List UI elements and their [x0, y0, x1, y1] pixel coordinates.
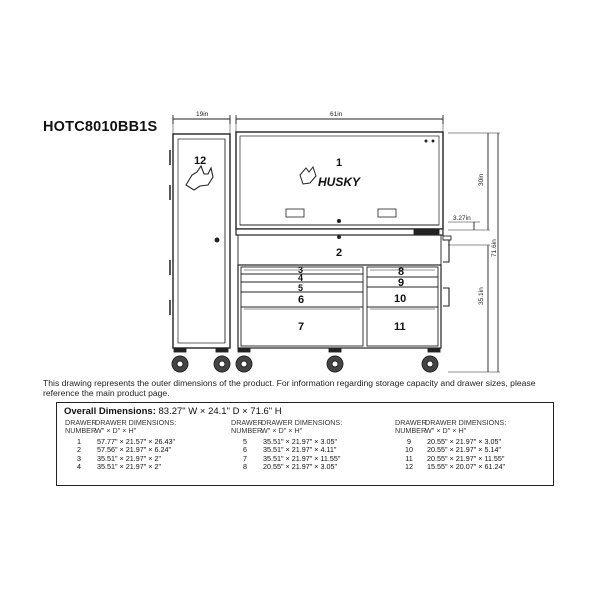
table-row	[65, 463, 176, 471]
drawer-dims: 35.51" × 21.97" × 2"	[97, 453, 162, 463]
drawer-dims: 57.56" × 21.97" × 6.24"	[97, 445, 171, 455]
drawer-label-12: 12	[194, 155, 207, 167]
dimensions-column-1	[65, 419, 176, 471]
header-number: NUMBER	[231, 426, 263, 436]
overall-value: 83.27" W × 24.1" D × 71.6" H	[158, 406, 282, 417]
overall-dimensions	[64, 406, 282, 417]
drawer-label-11: 11	[394, 321, 406, 333]
drawer-label-1: 1	[336, 157, 343, 169]
header-units: W" × D" × H"	[425, 426, 467, 436]
drawer-label-9: 9	[398, 277, 405, 289]
table-row	[395, 463, 506, 471]
dimensions-table	[56, 402, 554, 486]
drawer-label-6: 6	[298, 294, 305, 306]
header-dims: DRAWER DIMENSIONS:	[261, 418, 343, 427]
drawer-number: 2	[77, 445, 81, 455]
drawer-dims: 35.51" × 21.97" × 11.55"	[263, 453, 341, 463]
drawer-label-4: 4	[298, 273, 304, 283]
drawer-number: 7	[243, 453, 247, 463]
drawer-number: 9	[407, 436, 411, 446]
header-dims: DRAWER DIMENSIONS:	[425, 418, 507, 427]
drawer-dims: 35.51" × 21.97" × 4.11"	[263, 445, 337, 455]
drawer-label-10: 10	[394, 293, 407, 305]
drawer-label-5: 5	[298, 283, 304, 293]
drawer-number: 12	[405, 462, 413, 472]
drawer-dims: 35.51" × 21.97" × 2"	[97, 462, 162, 472]
drawer-label-7: 7	[298, 321, 305, 333]
dim-total-width: 61in	[330, 111, 343, 118]
header-drawer: DRAWER	[65, 418, 97, 427]
dim-top-gap: 3.27in	[453, 215, 471, 222]
dim-top-height: 30in	[478, 173, 485, 186]
dim-locker-width: 19in	[196, 111, 209, 118]
drawer-dims: 20.55" × 21.97" × 11.55"	[427, 453, 505, 463]
drawer-dims: 57.77" × 21.57" × 26.43"	[97, 436, 175, 446]
model-number: HOTC8010BB1S	[43, 119, 158, 135]
drawer-dims: 15.55" × 20.07" × 61.24"	[427, 462, 505, 472]
header-drawer: DRAWER	[231, 418, 263, 427]
drawer-label-3: 3	[298, 265, 304, 275]
dimensions-column-2	[231, 419, 342, 471]
drawer-number: 11	[405, 453, 413, 463]
header-units: W" × D" × H"	[95, 426, 137, 436]
drawer-dims: 20.55" × 21.97" × 3.05"	[427, 436, 501, 446]
drawing-disclaimer: This drawing represents the outer dimensions of the product. For information regarding storage capacity and drawer sizes, please reference the main product page.	[43, 378, 536, 398]
drawer-dims: 35.51" × 21.97" × 3.05"	[263, 436, 337, 446]
drawer-number: 8	[243, 462, 247, 472]
drawer-number: 10	[405, 445, 413, 455]
drawer-label-2: 2	[336, 247, 343, 259]
header-units: W" × D" × H"	[261, 426, 303, 436]
overall-label: Overall Dimensions:	[64, 406, 156, 417]
drawer-number: 5	[243, 436, 247, 446]
drawer-number: 1	[77, 436, 81, 446]
dim-bottom-height: 35.1in	[478, 287, 485, 305]
drawer-number: 3	[77, 453, 81, 463]
drawer-dims: 20.55" × 21.97" × 3.05"	[263, 462, 337, 472]
dimensions-column-3	[395, 419, 506, 471]
drawer-label-8: 8	[398, 266, 405, 278]
drawer-dims: 20.55" × 21.97" × 5.14"	[427, 445, 501, 455]
table-row	[231, 463, 342, 471]
drawer-number: 6	[243, 445, 247, 455]
header-number: NUMBER	[65, 426, 97, 436]
header-number: NUMBER	[395, 426, 427, 436]
husky-logo: HUSKY	[318, 175, 361, 189]
dim-total-height: 71.6in	[491, 239, 498, 257]
header-dims: DRAWER DIMENSIONS:	[95, 418, 177, 427]
header-drawer: DRAWER	[395, 418, 427, 427]
drawer-number: 4	[77, 462, 81, 472]
